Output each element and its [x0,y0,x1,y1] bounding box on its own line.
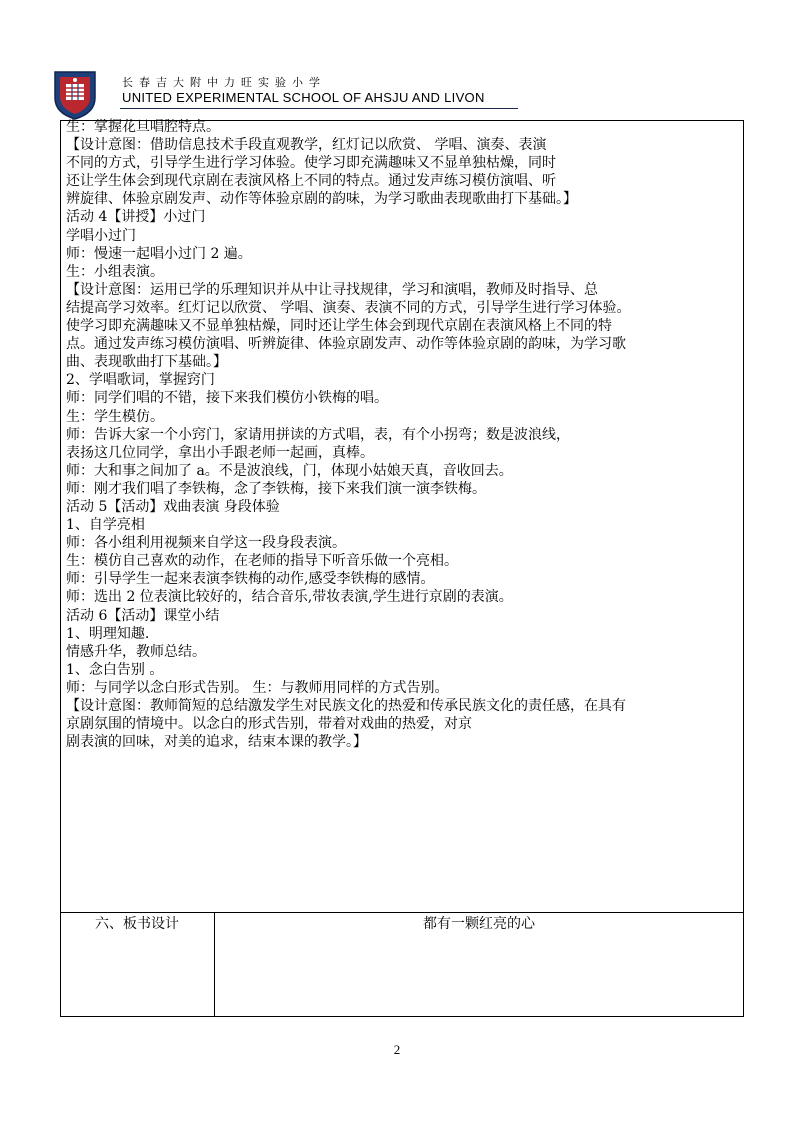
body-line: 生：模仿自己喜欢的动作，在老师的指导下听音乐做一个亮相。 [66,553,458,570]
body-line: 师：与同学以念白形式告别。 生：与教师用同样的方式告别。 [66,679,449,696]
body-line: 2、学唱歌词，掌握窍门 [66,372,215,389]
lesson-body [66,118,736,751]
body-line: 师：告诉大家一个小窍门，家请用拼读的方式唱，表，有个小拐弯；数是波浪线， [66,426,570,443]
body-line: 不同的方式，引导学生进行学习体验。使学习即充满趣味又不显单独枯燥，同时 [66,155,556,172]
body-line: 表扬这几位同学，拿出小手跟老师一起画，真棒。 [66,444,374,461]
body-line: 还让学生体会到现代京剧在表演风格上不同的特点。通过发声练习模仿演唱、听 [66,173,556,190]
body-line: 师：刚才我们唱了李铁梅，念了李铁梅，接下来我们演一演李铁梅。 [66,480,486,497]
page-number: 2 [393,1042,401,1057]
body-line: 学唱小过门 [66,227,136,244]
board-design-label: 六、板书设计 [95,916,179,932]
body-line: 1、念白告别 。 [66,661,164,678]
body-line: 点。通过发声练习模仿演唱、听辨旋律、体验京剧发声、动作等体验京剧的韵味，为学习歌 [66,336,626,353]
body-line: 情感升华，教师总结。 [66,643,206,660]
header-rule [120,108,518,109]
body-line: 【设计意图：教师简短的总结激发学生对民族文化的热爱和传承民族文化的责任感，在具有 [66,698,626,714]
school-logo [52,68,98,120]
body-line: 曲、表现歌曲打下基础。】 [66,354,227,371]
activity-heading: 活动 6【活动】课堂小结 [66,607,220,624]
activity-heading: 活动 5【活动】戏曲表演 身段体验 [66,498,280,515]
board-design-title: 都有一颗红亮的心 [423,916,535,932]
body-line: 师：选出 2 位表演比较好的，结合音乐,带妆表演,学生进行京剧的表演。 [66,589,513,606]
body-line: 师：同学们唱的不错，接下来我们模仿小铁梅的唱。 [66,390,388,407]
body-line: 生：学生模仿。 [66,408,164,425]
body-line: 师：大和事之间加了 a。不是波浪线，门，体现小姑娘天真，音收回去。 [66,462,513,479]
body-line: 【设计意图：运用已学的乐理知识并从中让寻找规律，学习和演唱，教师及时指导、总 [66,281,598,298]
body-line: 使学习即充满趣味又不显单独枯燥，同时还让学生体会到现代京剧在表演风格上不同的特 [66,318,612,335]
body-line: 1、明理知趣. [66,625,150,642]
body-line: 结提高学习效率。红灯记以欣赏、 学唱、演奏、表演不同的方式，引导学生进行学习体验。 [66,299,631,316]
body-line: 【设计意图：借助信息技术手段直观教学，红灯记以欣赏、 学唱、演奏、表演 [66,137,547,154]
body-line: 1、自学亮相 [66,517,145,534]
body-line: 京剧氛围的情境中。以念白的形式告别，带着对戏曲的热爱，对京 [66,716,472,733]
table-row-divider [60,912,744,913]
body-line: 剧表演的回味，对美的追求，结束本课的教学。】 [66,734,367,751]
activity-heading: 活动 4【讲授】小过门 [66,209,206,226]
school-name-chinese: 长春吉大附中力旺实验小学 [122,76,326,89]
body-line: 生：掌握花旦唱腔特点。 [66,119,220,135]
body-line: 师：慢速一起唱小过门 2 遍。 [66,245,252,262]
body-line: 师：各小组利用视频来自学这一段身段表演。 [66,535,346,552]
body-line: 生：小组表演。 [66,263,164,280]
body-line: 辨旋律、体验京剧发声、动作等体验京剧的韵味，为学习歌曲表现歌曲打下基础。】 [66,191,577,208]
school-name-english: UNITED EXPERIMENTAL SCHOOL OF AHSJU AND LIVON [122,90,485,105]
body-line: 师：引导学生一起来表演李铁梅的动作,感受李铁梅的感情。 [66,571,435,588]
